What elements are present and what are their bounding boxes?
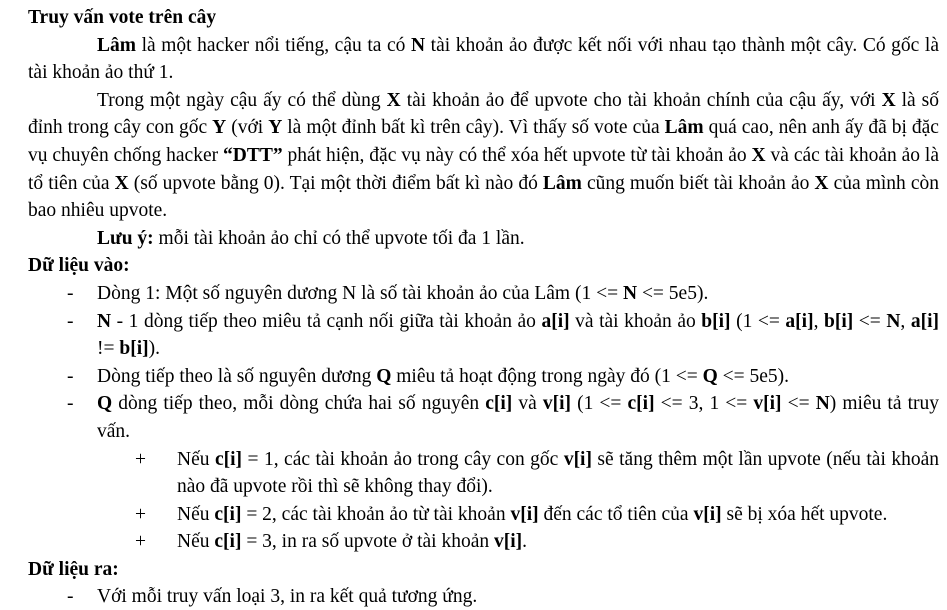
sub-list-item xyxy=(135,446,939,501)
bold-text-segment: v[i] xyxy=(753,393,782,415)
text-segment: là một đỉnh bất kì trên cây). Vì thấy số vote của xyxy=(282,117,665,139)
text-segment: tài khoản ảo để upvote cho tài khoản chính của cậu ấy, với xyxy=(400,89,882,111)
list-item xyxy=(67,308,939,363)
text-segment: và các tài khoản ảo là tổ tiên của xyxy=(28,144,939,194)
bold-text-segment: Q xyxy=(376,365,392,387)
dash-bullet-marker: - xyxy=(67,282,74,304)
text-segment: Dòng 1: Một số nguyên dương N là số tài khoản ảo của Lâm (1 <= xyxy=(97,282,623,304)
text-segment: != xyxy=(97,338,120,360)
plus-bullet-marker: + xyxy=(135,531,146,553)
text-segment: mỗi tài khoản ảo chỉ có thể upvote tối đa 1 lần. xyxy=(153,227,525,249)
problem-statement xyxy=(28,4,939,610)
bold-text-segment: c[i] xyxy=(214,503,242,525)
bold-text-segment: Dữ liệu vào: xyxy=(28,255,130,277)
dash-bullet-marker: - xyxy=(67,586,74,608)
bold-text-segment: v[i] xyxy=(542,393,572,415)
text-segment: Nếu xyxy=(177,448,215,470)
bold-text-segment: a[i] xyxy=(910,310,939,332)
bold-text-segment: Truy vấn vote trên cây xyxy=(28,7,217,28)
bold-text-segment: Y xyxy=(268,117,283,139)
bold-text-segment: X xyxy=(114,172,129,194)
bold-text-segment: N xyxy=(886,310,901,332)
text-segment: (số upvote bằng 0). Tại một thời điểm bất kì nào đó xyxy=(128,172,543,194)
bold-text-segment: Q xyxy=(97,393,113,415)
text-segment: sẽ tăng thêm một lần upvote (nếu tài khoản nào đã upvote rồi thì sẽ không thay đổi). xyxy=(177,448,939,498)
bold-text-segment: X xyxy=(386,89,401,111)
text-segment: = 3, in ra số upvote ở tài khoản xyxy=(241,531,494,553)
bold-text-segment: b[i] xyxy=(824,310,854,332)
plus-bullet-marker: + xyxy=(135,503,146,525)
text-segment: và tài khoản ảo xyxy=(569,310,702,332)
bold-text-segment: Lâm xyxy=(664,117,704,139)
bold-text-segment: v[i] xyxy=(693,503,722,525)
sub-list-item xyxy=(135,528,939,556)
text-segment: quá cao, nên anh ấy đã bị đặc vụ chuyên chống hacker xyxy=(28,117,939,166)
paragraph xyxy=(28,32,939,87)
text-segment: và xyxy=(512,393,543,415)
paragraph xyxy=(28,225,939,253)
text-segment: <= 3, 1 <= xyxy=(654,393,754,415)
bold-text-segment: Lâm xyxy=(97,34,136,56)
bold-text-segment: Lâm xyxy=(542,172,582,194)
text-segment: Nếu xyxy=(177,531,215,553)
text-segment: <= 5e5). xyxy=(637,282,709,304)
dash-bullet-marker: - xyxy=(67,393,74,415)
dash-bullet-marker: - xyxy=(67,365,74,387)
bold-text-segment: X xyxy=(814,172,829,194)
text-segment: Dòng tiếp theo là số nguyên dương xyxy=(97,365,377,387)
text-segment: miêu tả hoạt động trong ngày đó (1 <= xyxy=(391,365,703,387)
sub-list-item xyxy=(135,501,939,529)
bold-text-segment: a[i] xyxy=(785,310,814,332)
bold-text-segment: N xyxy=(815,393,830,415)
text-segment: (1 <= xyxy=(571,393,628,415)
bold-text-segment: N xyxy=(622,282,638,304)
paragraph xyxy=(28,87,939,225)
bold-text-segment: “DTT” xyxy=(223,144,283,166)
text-segment: là số đỉnh trong cây con gốc xyxy=(28,89,940,139)
bold-text-segment: N xyxy=(410,34,426,56)
text-segment: Với mỗi truy vấn loại 3, in ra kết quả tương ứng. xyxy=(97,586,478,608)
bold-text-segment: Dữ liệu ra: xyxy=(28,558,119,580)
text-segment: ). xyxy=(148,338,160,360)
text-segment: <= xyxy=(853,310,887,332)
section-heading xyxy=(28,556,939,584)
text-segment: <= xyxy=(781,393,816,415)
text-segment: <= 5e5). xyxy=(717,365,790,387)
bold-text-segment: c[i] xyxy=(214,448,243,470)
text-segment: , xyxy=(813,310,824,332)
text-segment: ) miêu tả truy vấn. xyxy=(97,393,939,442)
list-item xyxy=(67,583,939,610)
list-item xyxy=(67,390,939,445)
text-segment: . xyxy=(522,531,528,553)
text-segment: phát hiện, đặc vụ này có thể xóa hết upvote từ tài khoản ảo xyxy=(282,144,752,166)
bold-text-segment: b[i] xyxy=(701,310,731,332)
bold-text-segment: X xyxy=(881,89,896,111)
section-heading xyxy=(28,252,939,280)
bold-text-segment: b[i] xyxy=(119,338,149,360)
text-segment: đến các tổ tiên của xyxy=(538,503,694,525)
dash-bullet-marker: - xyxy=(67,310,74,332)
text-segment: = 2, các tài khoản ảo từ tài khoản xyxy=(241,503,511,525)
bold-text-segment: a[i] xyxy=(541,310,570,332)
bold-text-segment: N xyxy=(97,310,112,332)
bold-text-segment: v[i] xyxy=(494,531,523,553)
bold-text-segment: c[i] xyxy=(485,393,513,415)
bold-text-segment: Q xyxy=(702,365,718,387)
text-segment: tài khoản ảo được kết nối với nhau tạo thành một cây. Có gốc là tài khoản ảo thứ 1. xyxy=(28,34,939,84)
plus-bullet-marker: + xyxy=(135,448,146,470)
text-segment: dòng tiếp theo, mỗi dòng chứa hai số nguyên xyxy=(112,393,486,415)
text-segment: (1 <= xyxy=(730,310,786,332)
text-segment: (với xyxy=(226,117,269,139)
bold-text-segment: v[i] xyxy=(510,503,539,525)
bold-text-segment: Lưu ý: xyxy=(97,227,154,249)
text-segment: cũng muốn biết tài khoản ảo xyxy=(581,172,815,194)
bold-text-segment: c[i] xyxy=(627,393,655,415)
bold-text-segment: X xyxy=(751,144,766,166)
text-segment: của mình còn bao nhiêu upvote. xyxy=(28,172,939,222)
text-segment: Trong một ngày cậu ấy có thể dùng xyxy=(97,89,387,111)
bold-text-segment: c[i] xyxy=(214,531,242,553)
problem-title xyxy=(28,4,939,32)
text-segment: Nếu xyxy=(177,503,215,525)
text-segment: , xyxy=(900,310,911,332)
bold-text-segment: Y xyxy=(212,117,227,139)
text-segment: sẽ bị xóa hết upvote. xyxy=(721,503,888,525)
text-segment: - 1 dòng tiếp theo miêu tả cạnh nối giữa tài khoản ảo xyxy=(111,310,542,332)
list-item xyxy=(67,280,939,308)
list-item xyxy=(67,363,939,391)
bold-text-segment: v[i] xyxy=(563,448,592,470)
text-segment: là một hacker nổi tiếng, cậu ta có xyxy=(136,34,411,56)
text-segment: = 1, các tài khoản ảo trong cây con gốc xyxy=(242,448,564,470)
